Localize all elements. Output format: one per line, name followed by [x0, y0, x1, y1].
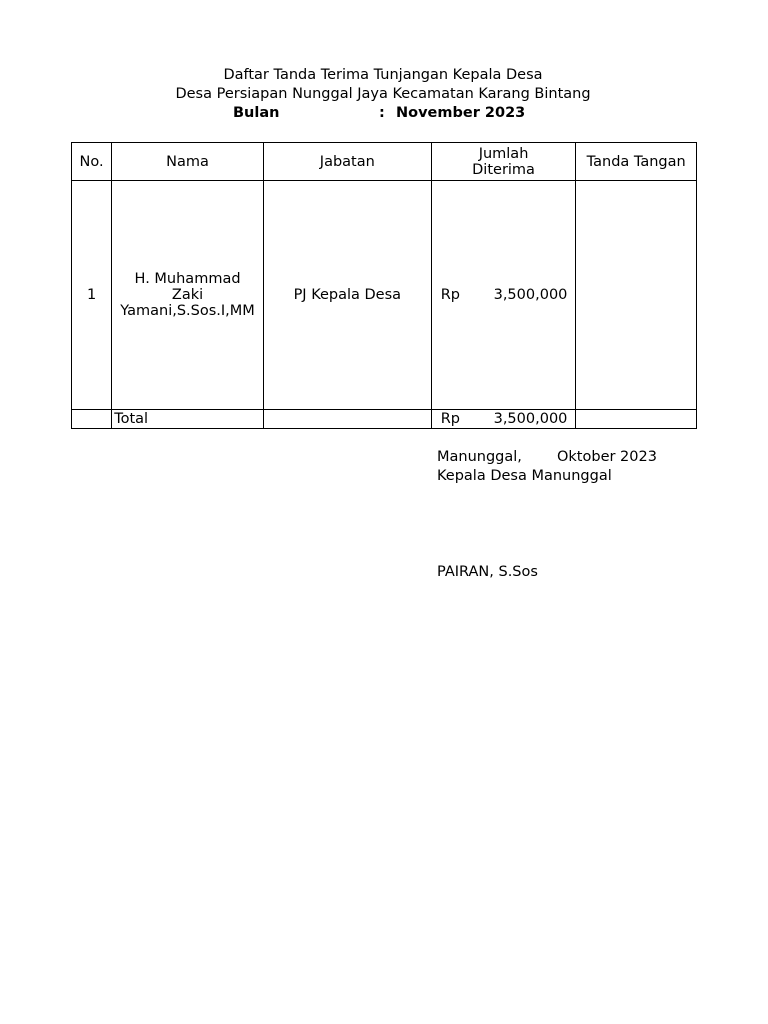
- nama-line1: H. Muhammad: [134, 271, 241, 287]
- total-currency: Rp: [440, 411, 460, 427]
- cell-nama: [112, 181, 264, 410]
- row-currency: Rp: [440, 287, 460, 303]
- total-empty-cell: [72, 410, 112, 429]
- month-row: [0, 104, 766, 123]
- table-row: [72, 181, 697, 410]
- header-nama: Nama: [112, 143, 264, 181]
- header-jumlah-line2: Diterima: [472, 161, 535, 178]
- month-value: November 2023: [396, 105, 526, 121]
- month-separator: :: [379, 105, 385, 121]
- cell-no: 1: [72, 181, 112, 410]
- document-subtitle: Desa Persiapan Nunggal Jaya Kecamatan Karang Bintang: [175, 86, 591, 102]
- total-row: [72, 410, 697, 429]
- total-jabatan-cell: [263, 410, 431, 429]
- table-header-row: [72, 143, 697, 181]
- cell-tanda-tangan: [576, 181, 697, 410]
- total-amount: 3,500,000: [493, 411, 568, 427]
- month-label: Bulan: [233, 105, 280, 121]
- total-jumlah: [431, 410, 576, 429]
- nama-line2: Zaki: [171, 287, 204, 303]
- signature-title: Kepala Desa Manunggal: [437, 468, 612, 484]
- signature-month: Oktober 2023: [557, 449, 657, 465]
- signature-place: Manunggal,: [437, 449, 522, 465]
- nama-line3: Yamani,S.Sos.I,MM: [120, 303, 255, 319]
- total-label: Total: [112, 410, 264, 429]
- signature-place-date: [437, 448, 657, 467]
- document-title: Daftar Tanda Terima Tunjangan Kepala Desa: [223, 67, 543, 83]
- receipt-table: [71, 142, 697, 429]
- cell-jabatan: PJ Kepala Desa: [263, 181, 431, 410]
- cell-jumlah: [431, 181, 576, 410]
- header-jumlah-line1: Jumlah: [478, 145, 529, 162]
- document-header: [0, 66, 766, 123]
- row-amount: 3,500,000: [493, 287, 568, 303]
- header-jumlah: [431, 143, 576, 181]
- total-ttd-cell: [576, 410, 697, 429]
- header-jabatan: Jabatan: [263, 143, 431, 181]
- signature-name: PAIRAN, S.Sos: [437, 564, 538, 580]
- header-tanda-tangan: Tanda Tangan: [576, 143, 697, 181]
- header-no: No.: [72, 143, 112, 181]
